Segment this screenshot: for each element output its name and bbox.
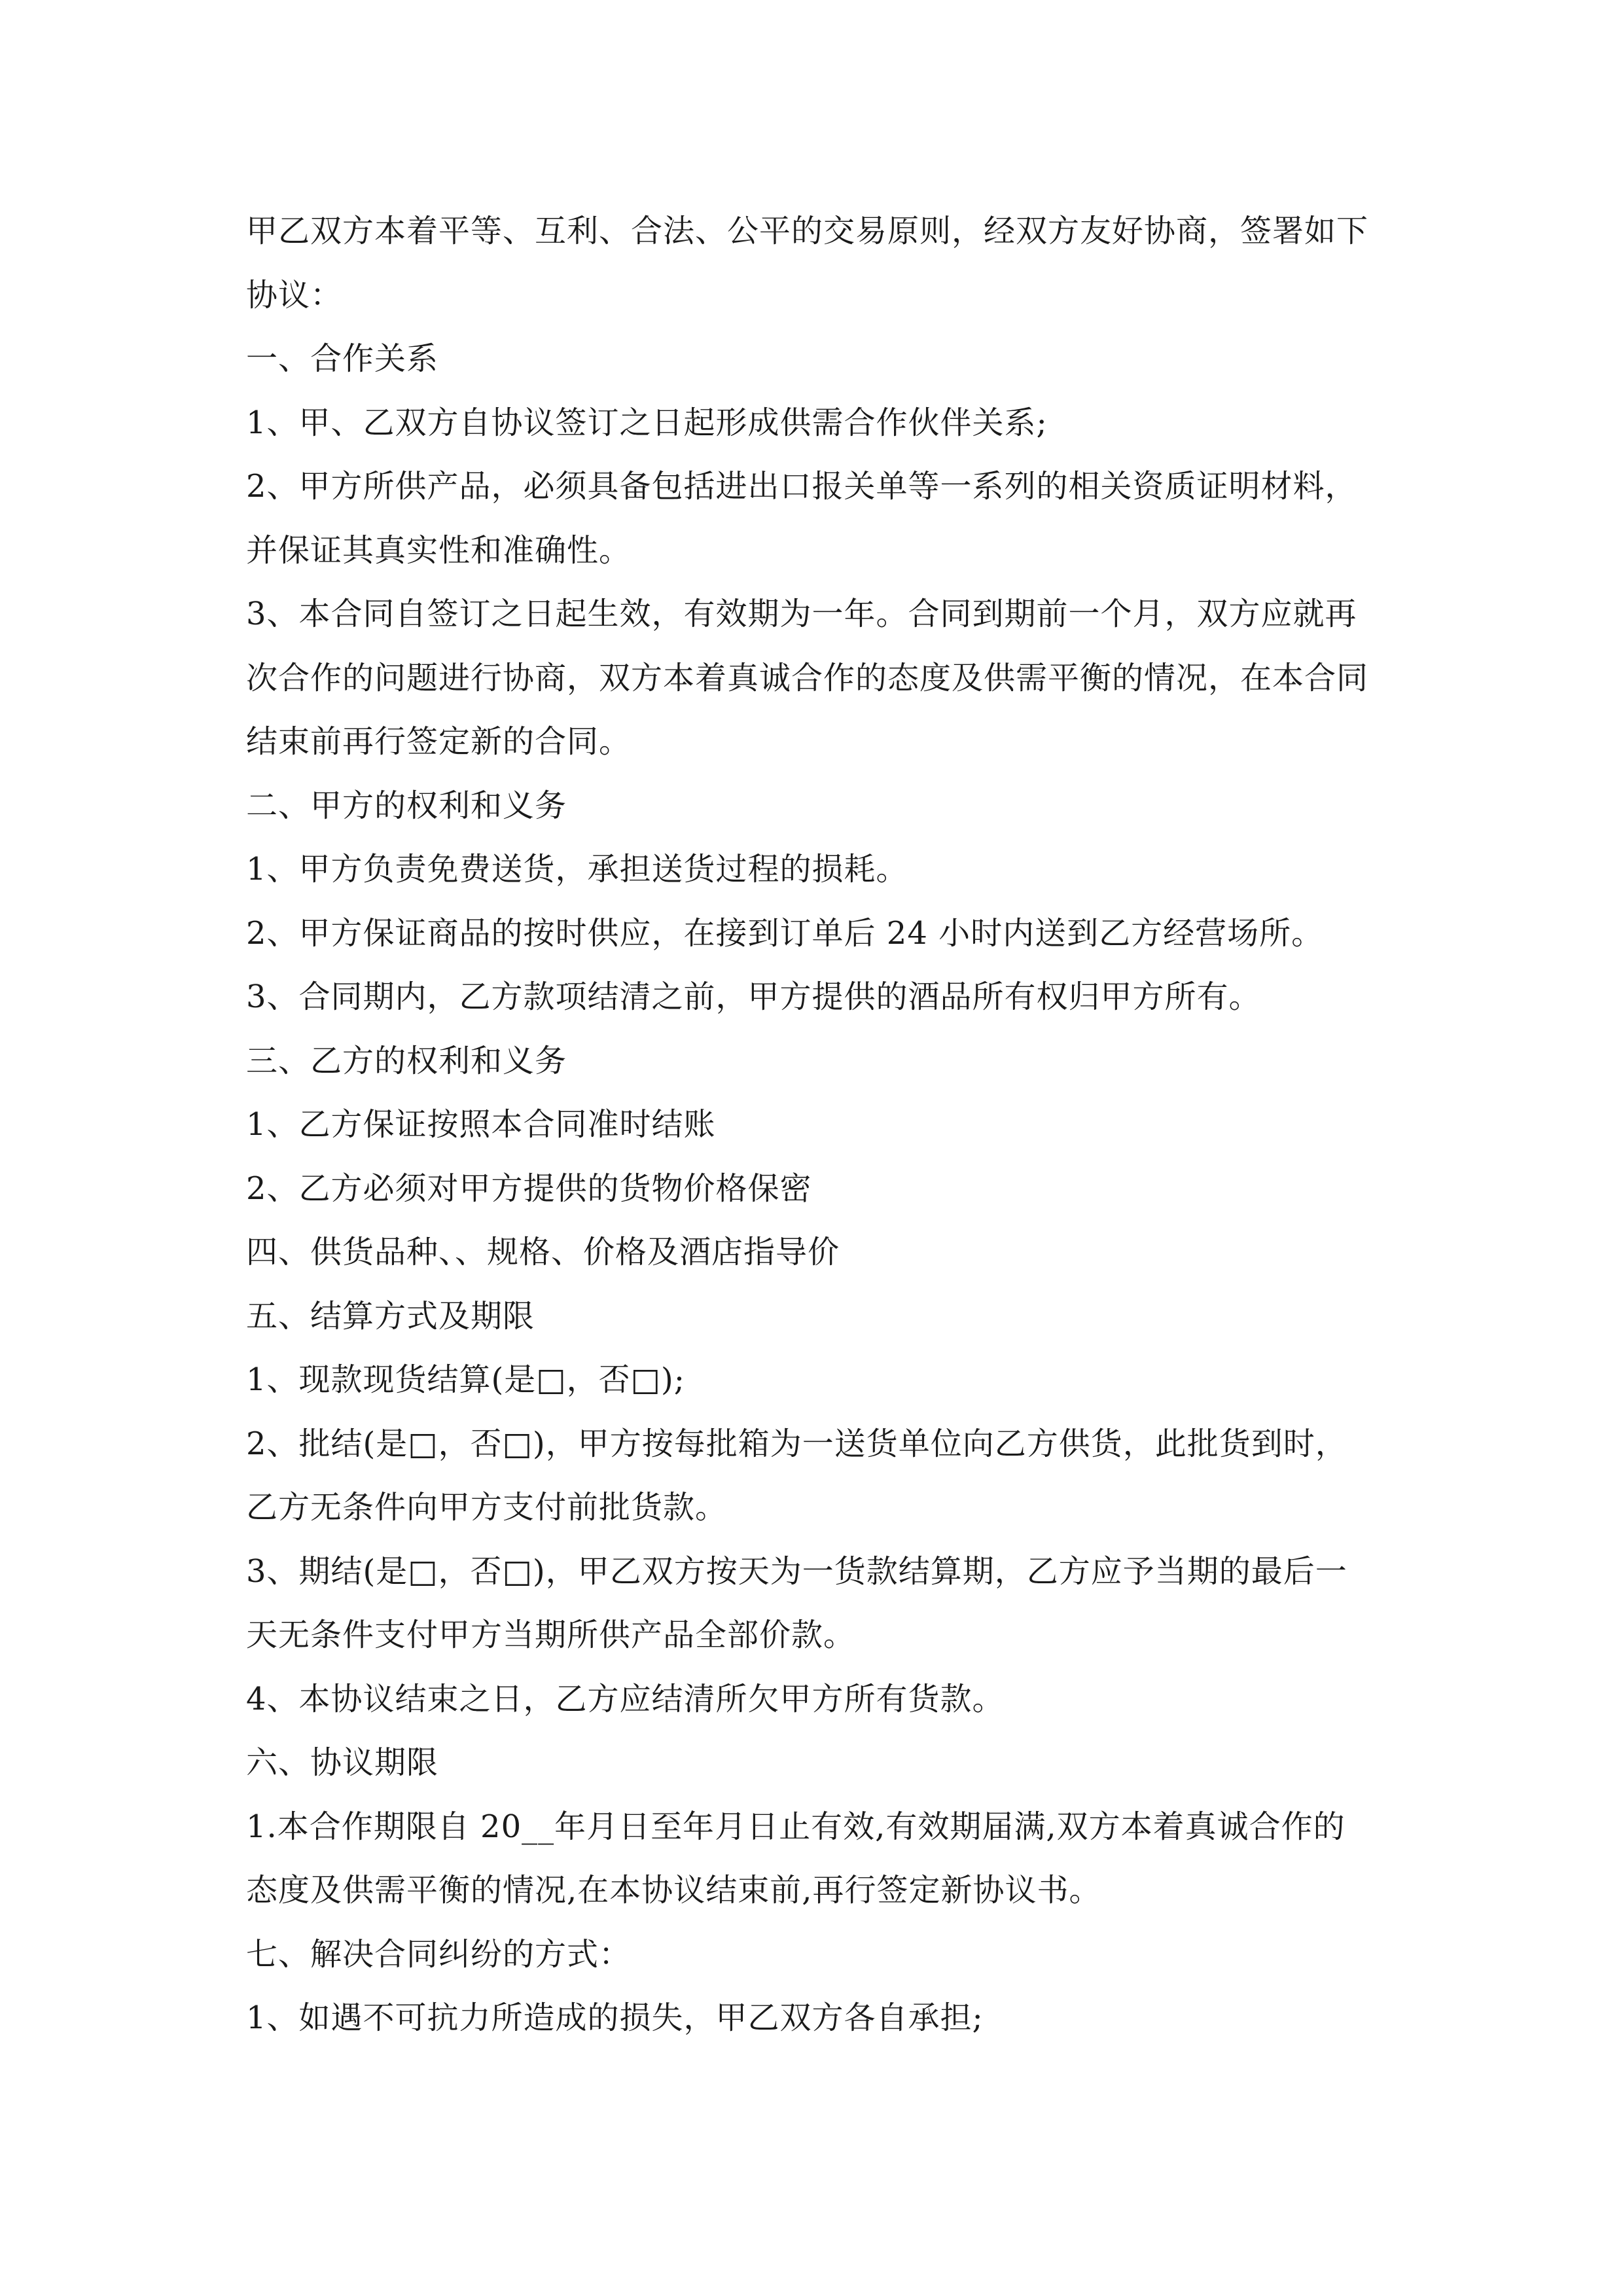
text-line: 1、现款现货结算(是□，否□); bbox=[246, 1361, 685, 1398]
section-heading: 五、结算方式及期限 bbox=[246, 1297, 535, 1335]
text-line: 次合作的问题进行协商，双方本着真诚合作的态度及供需平衡的情况，在本合同 bbox=[246, 659, 1369, 696]
text-line: 1、甲、乙双方自协议签订之日起形成供需合作伙伴关系; bbox=[246, 404, 1048, 441]
text-line: 4、本协议结束之日，乙方应结清所欠甲方所有货款。 bbox=[246, 1680, 1005, 1717]
text-line: 1、乙方保证按照本合同准时结账 bbox=[246, 1106, 716, 1143]
text-line: 3、期结(是□，否□)，甲乙双方按天为一货款结算期，乙方应予当期的最后一 bbox=[246, 1552, 1347, 1590]
section-heading: 四、供货品种、、规格、价格及酒店指导价 bbox=[246, 1234, 840, 1270]
text-line: 2、批结(是□，否□)，甲方按每批箱为一送货单位向乙方供货，此批货到时， bbox=[246, 1425, 1347, 1462]
text-line: 态度及供需平衡的情况,在本协议结束前,再行签定新协议书。 bbox=[246, 1872, 1101, 1909]
text-line: 3、合同期内，乙方款项结清之前，甲方提供的酒品所有权归甲方所有。 bbox=[246, 978, 1261, 1015]
text-line: 1.本合作期限自 20__年月日至年月日止有效,有效期届满,双方本着真诚合作的 bbox=[246, 1808, 1346, 1845]
text-line: 2、甲方所供产品，必须具备包括进出口报关单等一系列的相关资质证明材料， bbox=[246, 468, 1357, 505]
text-line: 乙方无条件向甲方支付前批货款。 bbox=[246, 1489, 728, 1526]
section-heading: 六、协议期限 bbox=[246, 1744, 439, 1781]
section-heading: 一、合作关系 bbox=[246, 340, 439, 377]
text-line: 结束前再行签定新的合同。 bbox=[246, 723, 632, 760]
text-line: 2、乙方必须对甲方提供的货物价格保密 bbox=[246, 1170, 812, 1207]
document-body bbox=[246, 200, 1385, 2051]
section-heading: 二、甲方的权利和义务 bbox=[246, 787, 567, 824]
text-line: 天无条件支付甲方当期所供产品全部价款。 bbox=[246, 1617, 856, 1653]
text-line: 并保证其真实性和准确性。 bbox=[246, 531, 632, 569]
text-line: 1、甲方负责免费送货，承担送货过程的损耗。 bbox=[246, 851, 908, 888]
text-line: 协议： bbox=[246, 276, 343, 314]
section-heading: 七、解决合同纠纷的方式： bbox=[246, 1935, 632, 1973]
section-heading: 三、乙方的权利和义务 bbox=[246, 1042, 567, 1079]
text-line: 1、如遇不可抗力所造成的损失，甲乙双方各自承担; bbox=[246, 2000, 984, 2036]
text-line: 3、本合同自签订之日起生效，有效期为一年。合同到期前一个月，双方应就再 bbox=[246, 596, 1357, 632]
text-line: 甲乙双方本着平等、互利、合法、公平的交易原则，经双方友好协商，签署如下 bbox=[246, 213, 1369, 249]
text-line: 2、甲方保证商品的按时供应，在接到订单后 24 小时内送到乙方经营场所。 bbox=[246, 914, 1324, 952]
